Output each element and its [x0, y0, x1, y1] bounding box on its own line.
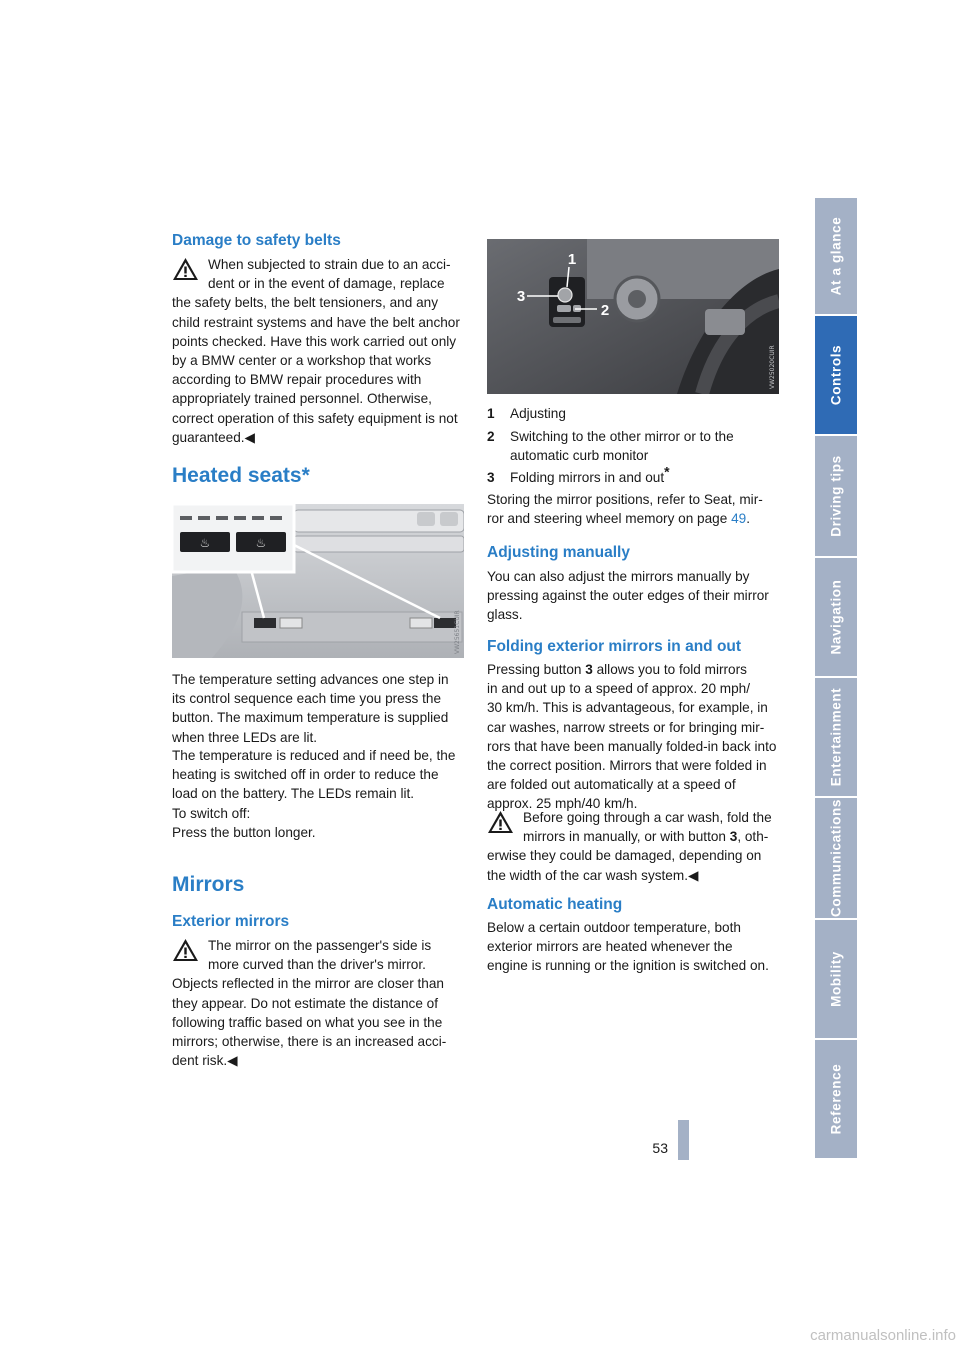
text-line: the width of the car wash system.◀ — [487, 867, 699, 883]
text-line: The mirror on the passenger's side is — [208, 938, 432, 953]
text-line: they appear. Do not estimate the distance of — [172, 995, 439, 1011]
subheading-automatic-heating: Automatic heating — [487, 896, 623, 913]
text-line: guaranteed.◀ — [172, 429, 256, 445]
tab-reference[interactable] — [815, 1040, 857, 1160]
text-line: following traffic based on what you see in the — [172, 1014, 443, 1030]
tab-label: Driving tips — [828, 455, 844, 537]
text-line: glass. — [487, 607, 523, 623]
callout-2: 2 — [600, 302, 610, 319]
subheading-adjusting-manually: Adjusting manually — [487, 544, 630, 561]
mirror-controls-photo — [487, 239, 779, 394]
text-line: according to BMW repair procedures with — [172, 372, 422, 388]
warning-exterior-mirrors — [172, 936, 464, 1070]
heated-seats-paragraph-2 — [172, 746, 464, 804]
chapter-sidebar — [815, 198, 857, 1160]
list-number: 3 — [487, 470, 495, 485]
tab-controls[interactable] — [815, 316, 857, 436]
callout-1: 1 — [567, 251, 577, 268]
watermark: carmanualsonline.info — [810, 1327, 956, 1344]
mirror-controls-illustration — [487, 239, 779, 394]
text-line: more curved than the driver's mirror. — [208, 957, 426, 973]
text-line: To switch off: — [172, 806, 251, 821]
tab-entertainment[interactable] — [815, 678, 857, 798]
warning-triangle-icon — [172, 257, 199, 281]
list-item — [487, 404, 779, 424]
text-line: by a BMW center or a workshop that works — [172, 353, 432, 369]
svg-text:♨: ♨ — [199, 536, 211, 550]
tab-at-a-glance[interactable] — [815, 198, 857, 316]
warning-triangle-icon — [487, 810, 514, 834]
list-text — [510, 463, 779, 487]
text-line — [487, 509, 779, 528]
text-line: when three LEDs are lit. — [172, 729, 318, 745]
text-line: You can also adjust the mirrors manually by — [487, 569, 750, 584]
text-line: correct operation of this safety equipment is not — [172, 410, 458, 426]
folding-mirrors-paragraph — [487, 660, 779, 814]
text-line: , oth- — [737, 829, 769, 845]
text-line: ror and steering wheel memory on page — [487, 511, 732, 527]
warning-safety-belts — [172, 255, 464, 447]
text-line: points checked. Have this work carried out only — [172, 333, 457, 349]
list-text: Adjusting — [510, 406, 566, 421]
text-line: Below a certain outdoor temperature, both — [487, 920, 741, 935]
text-line: Pressing button — [487, 662, 586, 677]
text-line: . — [746, 511, 750, 527]
page-number-bar — [678, 1120, 689, 1160]
text-line: appropriately trained personnel. Otherwise, — [172, 391, 432, 407]
text-line: Switching to the other mirror or to the — [510, 429, 734, 444]
text-line: the safety belts, the belt tensioners, and any — [172, 295, 439, 311]
storing-paragraph — [487, 490, 779, 528]
text-line: the correct position. Mirrors that were folded in — [487, 758, 767, 774]
text-line: pressing against the outer edges of their mirror — [487, 588, 769, 604]
list-text — [510, 427, 779, 465]
tab-mobility[interactable] — [815, 920, 857, 1040]
adjusting-manually-paragraph — [487, 567, 779, 625]
text-line: When subjected to strain due to an acci- — [208, 257, 451, 272]
warning-car-wash — [487, 808, 779, 885]
text-line: car washes, narrow streets or for bringing mir- — [487, 719, 765, 735]
text-line: approx. 25 mph/40 km/h. — [487, 796, 638, 812]
text-line: heating is switched off in order to reduce the — [172, 767, 439, 783]
button-number: 3 — [729, 829, 738, 845]
text-line: automatic curb monitor — [510, 448, 649, 464]
warning-triangle-icon — [172, 938, 199, 962]
text-line: The temperature setting advances one step in — [172, 672, 449, 687]
text-line: engine is running or the ignition is switched on. — [487, 958, 769, 974]
tab-label: Entertainment — [828, 687, 844, 787]
subheading-folding-mirrors: Folding exterior mirrors in and out — [487, 638, 742, 655]
section-heading-mirrors: Mirrors — [172, 873, 245, 896]
tab-label: At a glance — [828, 216, 844, 296]
text-line: child restraint systems and have the belt anchor — [172, 314, 460, 330]
text-line: Objects reflected in the mirror are closer than — [172, 976, 444, 992]
automatic-heating-paragraph — [487, 918, 779, 976]
tab-label: Communications — [828, 799, 844, 917]
section-heading-safety-belts: Damage to safety belts — [172, 232, 341, 249]
text-line: rors that have been manually folded-in back into — [487, 738, 777, 754]
tab-label: Reference — [828, 1063, 844, 1135]
heated-seats-paragraph-3 — [172, 804, 464, 842]
tab-label: Navigation — [828, 579, 844, 655]
text-line: erwise they could be damaged, depending on — [487, 848, 762, 864]
subheading-exterior-mirrors: Exterior mirrors — [172, 913, 290, 930]
section-heading-heated-seats: Heated seats* — [172, 464, 310, 487]
heated-seats-paragraph-1 — [172, 670, 464, 747]
callout-3: 3 — [516, 288, 526, 305]
svg-text:♨: ♨ — [255, 536, 267, 550]
photo-code: VW25020CUIR — [769, 345, 776, 389]
heated-seats-illustration — [172, 504, 464, 658]
button-number: 3 — [585, 662, 593, 677]
text-line: are folded out automatically at a speed of — [487, 777, 736, 793]
text-line: Press the button longer. — [172, 825, 316, 841]
text-line: 30 km/h. This is advantageous, for example, in — [487, 700, 768, 716]
tab-driving-tips[interactable] — [815, 436, 857, 558]
list-number: 2 — [487, 429, 495, 444]
text-line: Folding mirrors in and out — [510, 470, 665, 485]
text-line: Storing the mirror positions, refer to Seat, mir- — [487, 492, 763, 507]
list-number: 1 — [487, 406, 495, 421]
text-line: Before going through a car wash, fold the — [523, 810, 772, 825]
text-line — [487, 660, 779, 679]
text-line — [487, 827, 779, 846]
tab-communications[interactable] — [815, 798, 857, 920]
text-line: mirrors; otherwise, there is an increased acci- — [172, 1034, 447, 1050]
text-line: dent or in the event of damage, replace — [208, 276, 445, 292]
text-line: allows you to fold mirrors — [592, 662, 747, 677]
tab-navigation[interactable] — [815, 558, 857, 678]
heated-seats-photo — [172, 504, 464, 658]
photo-code: VW25651CUIR — [454, 610, 461, 654]
text-line: mirrors in manually, or with button — [523, 829, 730, 845]
list-item — [487, 463, 779, 488]
text-line: dent risk.◀ — [172, 1053, 238, 1069]
optional-equipment-star: * — [664, 463, 670, 480]
tab-label: Mobility — [828, 951, 844, 1007]
tab-label: Controls — [828, 344, 844, 406]
text-line: in and out up to a speed of approx. 20 mph/ — [487, 681, 751, 697]
page-number: 53 — [652, 1140, 668, 1156]
text-line: its control sequence each time you press the — [172, 691, 442, 707]
text-line: load on the battery. The LEDs remain lit. — [172, 786, 415, 802]
text-line: button. The maximum temperature is supplied — [172, 710, 449, 726]
text-line: The temperature is reduced and if need be, the — [172, 748, 456, 763]
list-item — [487, 427, 779, 467]
text-line: exterior mirrors are heated whenever the — [487, 939, 733, 955]
page-reference-link[interactable]: 49 — [731, 511, 747, 527]
